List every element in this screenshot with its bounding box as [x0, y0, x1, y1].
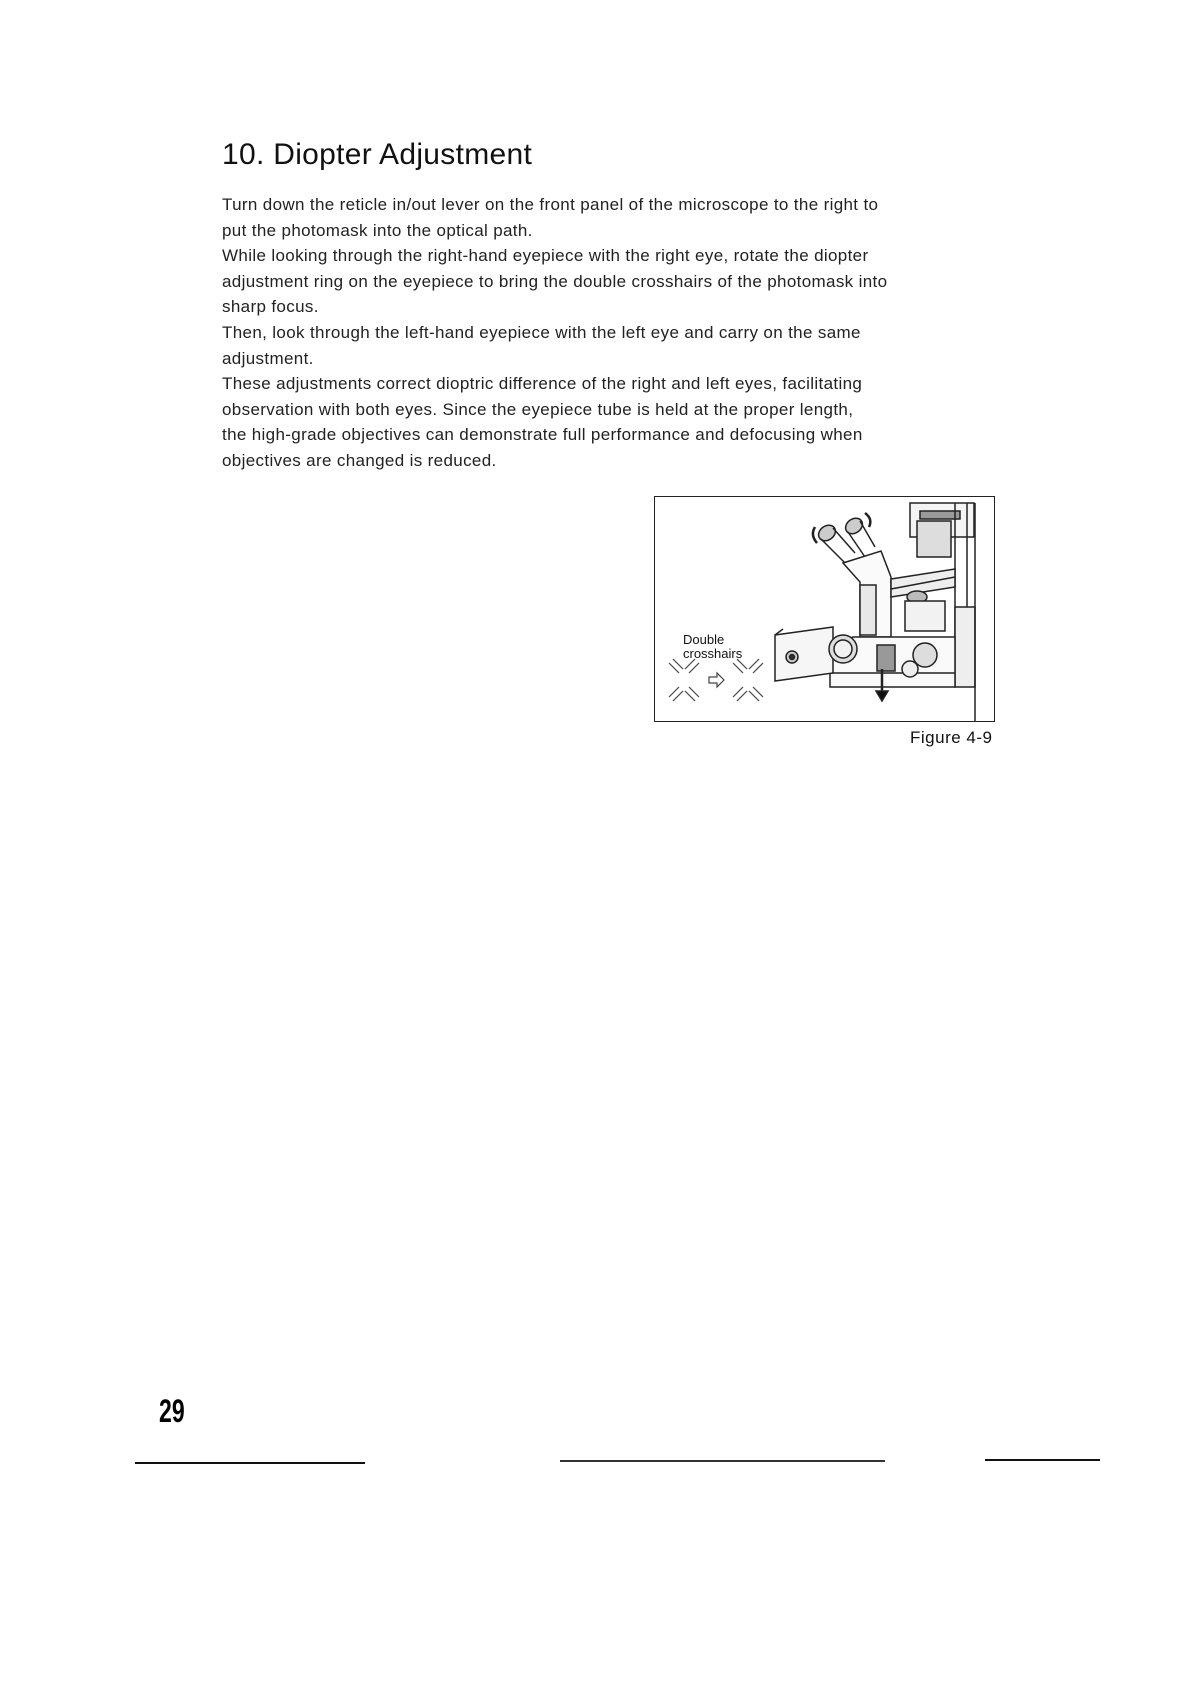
body-line: While looking through the right-hand eyepiece with the right eye, rotate the diopter: [222, 246, 869, 266]
body-line: observation with both eyes. Since the eyepiece tube is held at the proper length,: [222, 399, 854, 419]
body-line: the high-grade objectives can demonstrate full performance and defocusing when: [222, 425, 863, 445]
body-line: sharp focus.: [222, 297, 319, 317]
microscope-figure: [654, 496, 995, 722]
body-line: Then, look through the left-hand eyepiece with the left eye and carry on the same: [222, 322, 861, 342]
body-line: adjustment.: [222, 348, 314, 368]
footer-rule-middle: [560, 1460, 885, 1462]
microscope-illustration: [655, 497, 995, 722]
section-title: 10. Diopter Adjustment: [222, 138, 533, 171]
crosshairs-before: [669, 659, 699, 701]
footer-rule-right: [985, 1459, 1100, 1461]
body-line: put the photomask into the optical path.: [222, 220, 533, 240]
footer-rule-left: [135, 1462, 365, 1464]
figure-label-line1: Double: [683, 632, 725, 647]
figure-label-line2: crosshairs: [683, 646, 743, 661]
body-line: These adjustments correct dioptric difference of the right and left eyes, facilitating: [222, 374, 863, 394]
body-line: adjustment ring on the eyepiece to bring the double crosshairs of the photomask into: [222, 271, 888, 291]
crosshairs-after: [733, 659, 763, 701]
figure-caption: Figure 4-9: [910, 728, 993, 747]
body-line: Turn down the reticle in/out lever on the front panel of the microscope to the right to: [222, 195, 879, 214]
body-line: objectives are changed is reduced.: [222, 450, 497, 470]
body-text: [222, 192, 1012, 474]
arrow-right-icon: [709, 673, 724, 687]
page-number: 29: [159, 1393, 185, 1429]
